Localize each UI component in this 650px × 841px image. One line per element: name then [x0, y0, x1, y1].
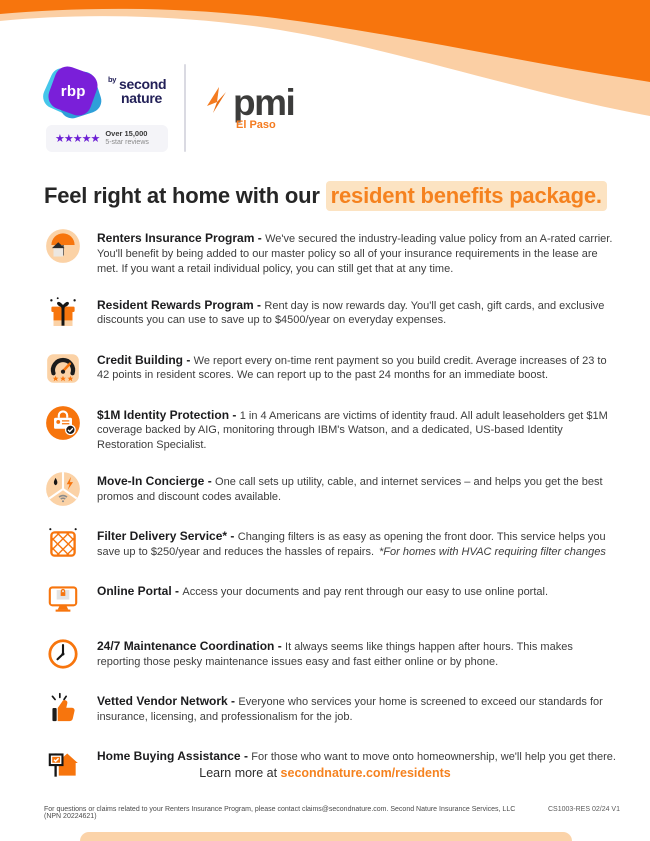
benefit-desc: 1 in 4 Americans are victims of identity fraud. All adult leaseholders get $1M coverage backed by AIG, monitoring through IBM's Watson, and a dedicated, US-based Identity Restoration Specialist. — [97, 409, 608, 452]
logo-header — [46, 64, 294, 152]
benefit-title: $1M Identity Protection — [97, 407, 230, 422]
utilities-circle-icon — [44, 470, 82, 508]
benefit-title: Online Portal — [97, 584, 172, 599]
benefit-separator: - — [254, 231, 266, 245]
rbp-badge-text: rbp — [60, 82, 86, 100]
benefit-text — [97, 583, 619, 600]
id-shield-icon — [44, 404, 82, 442]
brand-line2: nature — [121, 90, 162, 107]
benefit-text — [97, 693, 619, 725]
benefit-text — [97, 528, 619, 560]
benefit-footnote: *For homes with HVAC requiring filter changes — [379, 545, 606, 558]
by-label: by — [108, 75, 117, 85]
reviews-count: Over 15,000 — [105, 129, 148, 139]
five-stars-icon: ★★★★★ — [55, 131, 100, 145]
bottom-accent-bar — [80, 832, 572, 841]
pmi-location-label: El Paso — [236, 119, 276, 132]
thumbs-up-icon — [44, 690, 82, 728]
benefit-desc: For those who want to move onto homeownership, we'll help you get there. — [251, 751, 616, 764]
pmi-wordmark: pmi — [233, 81, 295, 123]
benefit-separator: - — [240, 749, 252, 764]
residents-link[interactable]: secondnature.com/residents — [280, 766, 451, 780]
benefit-title: 24/7 Maintenance Coordination — [97, 639, 275, 654]
umbrella-house-icon — [44, 227, 82, 265]
benefit-title: Move-In Concierge — [97, 474, 205, 489]
benefit-title: Filter Delivery Service* — [97, 529, 228, 544]
benefit-separator: - — [227, 694, 239, 709]
benefit-desc: One call sets up utility, cable, and internet services – and helps you get the best promos and discount codes available. — [97, 476, 603, 503]
fine-print-code: CS1003-RES 02/24 V1 — [548, 806, 620, 813]
benefit-separator: - — [204, 474, 216, 489]
benefit-text — [97, 748, 619, 765]
benefit-desc: We've secured the industry-leading value policy from an A-rated carrier. You'll benefit by being added to our master policy so all of your insurance requirements in the lease are met. If you want a retail individual policy, you can still get that at any time. — [97, 233, 613, 275]
benefit-desc: Access your documents and pay rent through our easy to use online portal. — [182, 586, 549, 599]
learn-more-prefix: Learn more at — [199, 766, 281, 780]
benefit-title: Credit Building — [97, 352, 183, 367]
second-nature-wordmark — [108, 77, 166, 105]
filter-grid-icon — [44, 525, 82, 563]
benefit-text — [97, 230, 619, 277]
reviews-caption: 5-star reviews — [105, 138, 149, 146]
rbp-logo-lockup — [46, 64, 168, 152]
benefit-row-move-in-concierge — [44, 473, 619, 508]
benefit-desc: We report every on-time rent payment so you build credit. Average increases of 23 to 42 points in resident scores. We can report up to the past 24 months for an immediate boost. — [97, 354, 607, 382]
benefit-desc: It always seems like things happen after hours. This makes reporting those pesky maintenance issues easy and fast either online or by phone. — [97, 641, 573, 668]
headline-highlight: resident benefits package. — [326, 181, 607, 211]
pmi-logo — [204, 81, 295, 123]
benefit-desc: Changing filters is as easy as opening the front door. This service helps you save up to $250/year and reduces the hassles of repairs. — [97, 531, 606, 558]
benefit-separator: - — [253, 297, 265, 312]
benefit-row-renters-insurance — [44, 230, 619, 277]
benefit-title: Home Buying Assistance — [97, 749, 241, 764]
brand-line1: second — [119, 76, 167, 93]
benefit-row-credit-building — [44, 352, 619, 387]
benefit-row-maintenance — [44, 638, 619, 673]
benefit-text — [97, 638, 619, 670]
rbp-badge-icon — [46, 64, 100, 118]
benefit-separator: - — [229, 407, 240, 422]
fine-print-legal: For questions or claims related to your Renters Insurance Program, please contact claims@secondnature.com. Second Nature Insurance Services, LLC (NPN 20224621) — [44, 806, 516, 820]
benefit-title: Vetted Vendor Network — [97, 694, 228, 709]
benefit-text — [97, 352, 619, 384]
benefit-separator: - — [227, 529, 238, 544]
benefit-separator: - — [171, 584, 183, 599]
benefit-row-filter-delivery — [44, 528, 619, 563]
page-title — [44, 183, 624, 209]
headline-prefix: Feel right at home with our — [44, 183, 326, 208]
pmi-mark-icon — [204, 85, 228, 115]
pmi-logo-lockup — [204, 81, 295, 132]
fine-print — [44, 806, 620, 820]
benefit-title: Resident Rewards Program — [97, 297, 254, 312]
benefits-list — [44, 230, 619, 783]
benefit-desc: Rent day is now rewards day. You'll get cash, gift cards, and exclusive discounts you can use to save up to $4500/year on everyday expenses. — [97, 299, 605, 327]
logo-divider — [184, 64, 186, 152]
benefit-separator: - — [183, 352, 194, 367]
reviews-badge — [46, 125, 168, 152]
benefit-text — [97, 407, 619, 454]
learn-more-line — [0, 766, 650, 780]
rbp-logo — [46, 64, 168, 118]
benefit-row-resident-rewards — [44, 297, 619, 332]
clock-icon — [44, 635, 82, 673]
benefit-separator: - — [274, 639, 286, 654]
benefit-text — [97, 473, 619, 505]
benefit-row-online-portal — [44, 583, 619, 618]
benefit-text — [97, 297, 619, 329]
benefit-row-identity-protection — [44, 407, 619, 454]
benefit-title: Renters Insurance Program — [97, 231, 255, 245]
benefit-row-vendor-network — [44, 693, 619, 728]
benefit-desc: Everyone who services your home is screened to exceed our standards for insurance, licensing, and professionalism for the job. — [97, 696, 603, 723]
reviews-text — [105, 130, 149, 147]
gift-icon — [44, 294, 82, 332]
credit-gauge-icon — [44, 349, 82, 387]
monitor-icon — [44, 580, 82, 618]
